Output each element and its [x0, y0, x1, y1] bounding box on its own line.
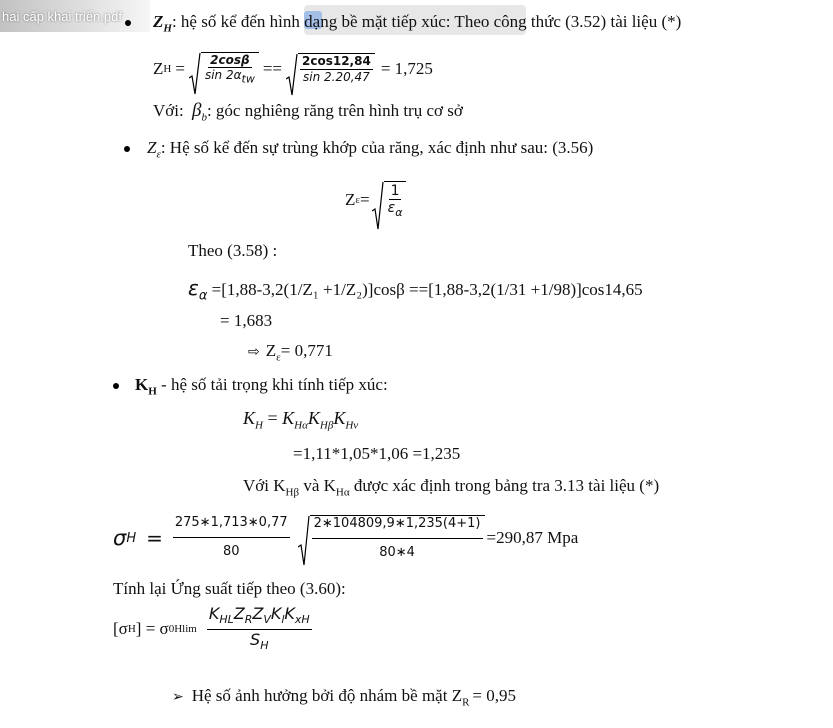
- zh-result: = 1,725: [380, 59, 433, 78]
- voi-k-text3: được xác định trong bảng tra 3.13 tài liệu (*): [349, 476, 660, 495]
- theo-358: Theo (3.58) :: [188, 241, 278, 260]
- kh-f3-sub: Hv: [345, 419, 359, 432]
- bullet: [125, 20, 131, 26]
- kh-f1-sub: Hα: [294, 419, 308, 432]
- zh-frac1-num: 2cosβ: [210, 52, 250, 67]
- ze-result-val: = 0,771: [280, 341, 333, 360]
- eps-formula-text: =[1,88-3,2(1/Z₁ +1/Z₂)]cosβ ==[1,88-3,2(1/31 +1/98)]cos14,65: [211, 280, 643, 299]
- voi-k-line: [243, 476, 659, 498]
- ze-result-sub: ε: [276, 351, 281, 364]
- sigma-sqrt-num: 2∗104809,9∗1,235(4+1): [312, 517, 483, 539]
- kh-sub: H: [148, 385, 157, 398]
- zh-frac-1: [203, 54, 257, 87]
- zh-eq: =: [175, 59, 185, 78]
- zh-heading: [153, 12, 681, 34]
- arrow-bullet-icon: ➢: [172, 689, 184, 705]
- sh-formula: [113, 604, 312, 654]
- sh-den-sub: H: [260, 639, 269, 653]
- zh-sqrt-1: [189, 52, 259, 87]
- ze-text: : Hệ số kể đến sự trùng khớp của răng, xác định như sau: (3.56): [160, 138, 594, 157]
- sh-num-sub3: V: [263, 612, 271, 626]
- ze-lhs-sub: ε: [355, 194, 361, 206]
- ze-result-sym: Z: [265, 341, 277, 360]
- arrow-icon: ⇨: [248, 344, 260, 360]
- tinhlai-text: Tính lại Ứng suất tiếp theo (3.60):: [113, 579, 346, 598]
- zh-lhs-sub: H: [163, 63, 172, 75]
- pdf-tab-title[interactable]: hai cấp khai triển.pdf: [2, 9, 122, 24]
- kh-heading: [135, 375, 388, 397]
- eps-sub: α: [198, 288, 208, 304]
- bullet: [113, 383, 119, 389]
- sigma-den: 80: [222, 543, 240, 559]
- sigma-sqrt: [298, 515, 485, 561]
- beta-sub: b: [201, 111, 207, 124]
- zr-sub: R: [462, 696, 470, 709]
- beta-symbol: β: [191, 100, 202, 121]
- ze-lhs: Z: [345, 190, 356, 209]
- sh-den: S: [250, 630, 261, 650]
- sh-lhs-close: ] = σ: [135, 619, 169, 638]
- zh-text: : hệ số kể đến hình dạng bề mặt tiếp xúc: Theo công thức (3.52) tài liệu (*): [171, 12, 682, 31]
- zh-lhs: Z: [153, 59, 164, 78]
- pdf-tab[interactable]: [0, 0, 150, 32]
- sigma-frac: [173, 516, 290, 560]
- ze-frac: [386, 183, 405, 220]
- zh-frac2-den: sin 2.20,47: [303, 69, 370, 84]
- sh-num-2: Z: [233, 603, 245, 623]
- bullet: [124, 146, 130, 152]
- sh-lhs: [σ: [113, 619, 128, 638]
- sh-num-sub5: xH: [294, 612, 310, 626]
- zh-eqeq: ==: [262, 59, 282, 78]
- kh-value: =1,11*1,05*1,06 =1,235: [293, 444, 461, 463]
- kh-lhs-sub: H: [255, 419, 263, 432]
- sigma-formula: [113, 508, 578, 568]
- zh-formula: [153, 44, 433, 94]
- sh-lhs-sub2: 0Hlim: [168, 623, 197, 635]
- sigma-sqrt-den: 80∗4: [379, 544, 415, 560]
- zr-line: [172, 686, 516, 708]
- zh-symbol: Z: [153, 12, 164, 31]
- ze-eq: =: [360, 190, 370, 209]
- eps-formula: [188, 276, 643, 303]
- voi-k-sub2: Hα: [335, 486, 350, 499]
- sigma-sub: H: [126, 530, 137, 546]
- kh-f2: K: [307, 408, 320, 428]
- kh-formula: [243, 408, 358, 432]
- sigma-symbol: σ: [113, 526, 127, 550]
- voi-k-sub1: Hβ: [285, 486, 300, 499]
- kh-text: - hệ số tải trọng khi tính tiếp xúc:: [156, 375, 388, 394]
- kh-symbol: K: [135, 375, 149, 394]
- zh-frac1-den-sub: tw: [241, 72, 255, 86]
- voi-label: Với:: [153, 101, 184, 120]
- zh-frac1-den: sin 2α: [204, 68, 242, 83]
- zh-frac2-num: 2cos12,84: [302, 54, 371, 69]
- eps-symbol: ε: [188, 276, 199, 300]
- zh-sub: H: [163, 22, 172, 35]
- eps-result: = 1,683: [220, 311, 273, 330]
- sigma-num: 275∗1,713∗0,77: [173, 516, 290, 538]
- zr-text: Hệ số ảnh hưởng bởi độ nhám bề mặt Z: [191, 686, 463, 705]
- sh-frac: [207, 605, 312, 654]
- voi-k-text2: và K: [299, 476, 336, 495]
- ze-formula: [345, 172, 406, 228]
- ze-sqrt: [372, 181, 407, 220]
- kh-f2-sub: Hβ: [319, 419, 334, 432]
- kh-f1: K: [282, 408, 295, 428]
- beta-text: : góc nghiêng răng trên hình trụ cơ sở: [206, 101, 463, 120]
- ze-symbol: Z: [147, 138, 157, 157]
- sh-num-4: K: [270, 603, 282, 623]
- ze-den: ε: [387, 199, 396, 216]
- sigma-result: =290,87 Mpa: [486, 528, 579, 547]
- kh-lhs: K: [243, 408, 256, 428]
- sh-lhs-sub: H: [127, 623, 136, 635]
- zh-frac-2: [300, 55, 373, 85]
- ze-sub: ε: [156, 148, 161, 161]
- ze-den-sub: α: [395, 205, 403, 219]
- sigma-eq: =: [146, 526, 163, 550]
- ze-num: 1: [390, 182, 400, 199]
- ze-heading: [147, 138, 593, 160]
- sh-num-sub2: R: [244, 612, 253, 626]
- sh-num-3: Z: [252, 603, 264, 623]
- sigma-sqrt-frac: [312, 517, 483, 561]
- zr-value: = 0,95: [472, 686, 517, 705]
- sh-num-sub4: l: [281, 612, 285, 626]
- ze-result-line: [248, 341, 333, 363]
- kh-eq: =: [262, 408, 283, 428]
- sh-num-5: K: [284, 603, 295, 623]
- voi-k-text1: Với K: [243, 476, 286, 495]
- zh-sqrt-2: [286, 53, 375, 85]
- sh-num-sub1: HL: [219, 612, 234, 626]
- kh-f3: K: [333, 408, 346, 428]
- beta-line: [153, 100, 463, 123]
- sh-num-1: K: [208, 603, 220, 623]
